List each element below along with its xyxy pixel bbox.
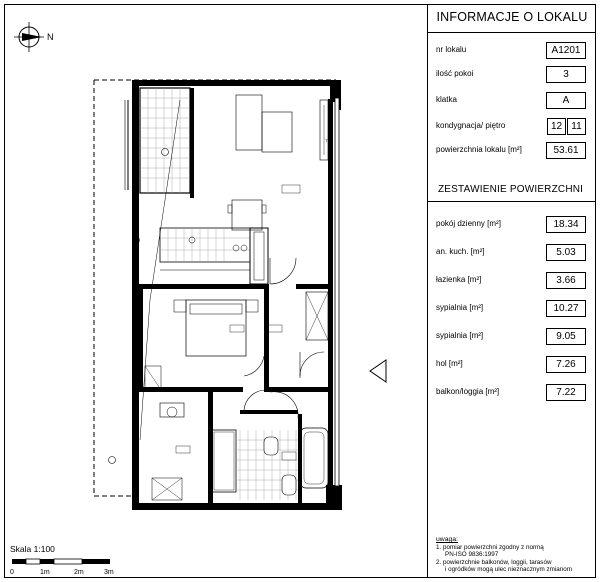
summary-row bbox=[436, 272, 592, 290]
info-value: A bbox=[546, 92, 586, 109]
info-label: nr lokalu bbox=[436, 45, 467, 54]
scale-tick-2m: 2m bbox=[74, 569, 84, 576]
info-row-staircase bbox=[436, 92, 592, 110]
summary-row bbox=[436, 356, 592, 374]
notes-line: 1. pomiar powierzchni zgodny z normą bbox=[436, 543, 544, 551]
scale-tick-1m: 1m bbox=[40, 569, 50, 576]
info-value: 3 bbox=[546, 66, 586, 83]
summary-label: hol [m²] bbox=[436, 359, 463, 368]
summary-value: 18.34 bbox=[546, 216, 586, 233]
info-value-floor: 11 bbox=[567, 118, 586, 135]
info-row-unit-number bbox=[436, 42, 592, 60]
summary-label: balkon/loggia [m²] bbox=[436, 387, 500, 396]
summary-row bbox=[436, 216, 592, 234]
info-panel bbox=[428, 4, 596, 578]
info-value-storey: 12 bbox=[547, 118, 566, 135]
summary-label: pokój dzienny [m²] bbox=[436, 219, 501, 228]
info-label: ilość pokoi bbox=[436, 69, 474, 78]
info-label: klatka bbox=[436, 95, 457, 104]
compass-icon bbox=[14, 22, 44, 52]
info-row-floor bbox=[436, 118, 592, 136]
notes-line: PN-ISO 9836:1997 bbox=[445, 551, 499, 558]
summary-label: sypialnia [m²] bbox=[436, 303, 484, 312]
summary-row bbox=[436, 328, 592, 346]
summary-value: 7.22 bbox=[546, 384, 586, 401]
summary-value: 10.27 bbox=[546, 300, 586, 317]
notes-heading: uwaga: bbox=[436, 536, 458, 543]
info-value: 53.61 bbox=[546, 142, 586, 159]
summary-value: 3.66 bbox=[546, 272, 586, 289]
compass-letter: N bbox=[47, 32, 54, 42]
summary-value: 9.05 bbox=[546, 328, 586, 345]
scale-tick-3m: 3m bbox=[104, 569, 114, 576]
summary-row bbox=[436, 384, 592, 402]
info-row-area bbox=[436, 142, 592, 160]
notes-line: i ogródków mogą ulec nieznacznym zmianom bbox=[445, 566, 573, 573]
svg-text:TV: TV bbox=[325, 138, 331, 143]
summary-row bbox=[436, 244, 592, 262]
info-value: A1201 bbox=[546, 42, 586, 59]
info-label: kondygnacja/ piętro bbox=[436, 121, 506, 130]
scale-label: Skala 1:100 bbox=[10, 544, 55, 554]
scale-bar bbox=[10, 558, 130, 578]
info-title: INFORMACJE O LOKALU bbox=[436, 10, 588, 24]
summary-row bbox=[436, 300, 592, 318]
scale-tick-0: 0 bbox=[10, 569, 14, 576]
info-row-room-count bbox=[436, 66, 592, 84]
summary-value: 5.03 bbox=[546, 244, 586, 261]
summary-label: sypialnia [m²] bbox=[436, 331, 484, 340]
summary-title: ZESTAWIENIE POWIERZCHNI bbox=[438, 184, 584, 195]
info-label: powierzchnia lokalu [m²] bbox=[436, 145, 522, 154]
notes-line: 2. powierzchnie balkonów, loggii, tarasów bbox=[436, 558, 552, 566]
summary-value: 7.26 bbox=[546, 356, 586, 373]
summary-label: łazienka [m²] bbox=[436, 275, 482, 284]
title-divider bbox=[428, 32, 596, 33]
summary-divider bbox=[428, 201, 596, 202]
notes bbox=[436, 536, 596, 574]
summary-label: an. kuch. [m²] bbox=[436, 247, 485, 256]
